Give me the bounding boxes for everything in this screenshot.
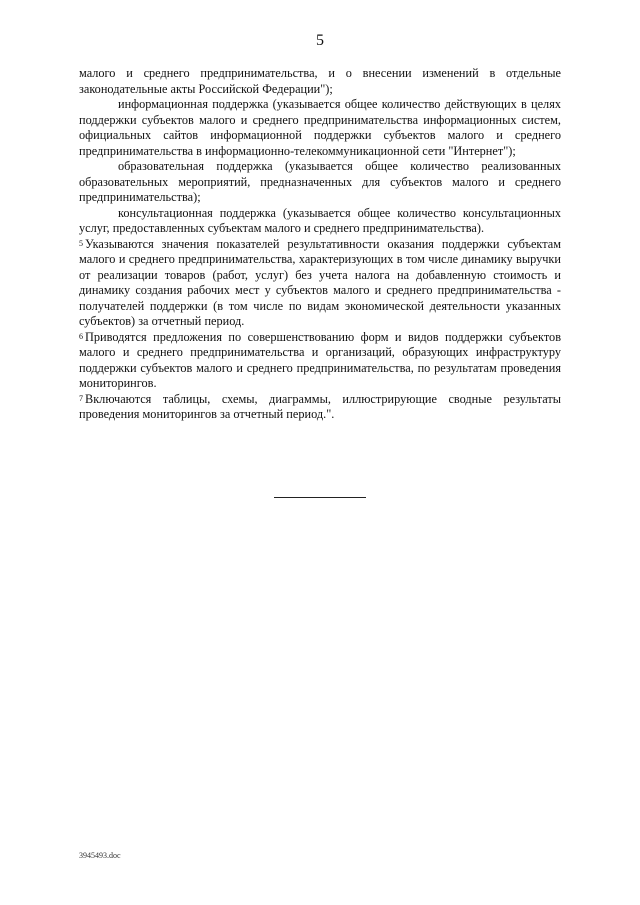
page-number: 5	[316, 32, 324, 49]
document-body	[79, 66, 561, 423]
footnote-text: Включаются таблицы, схемы, диаграммы, иллюстрирующие сводные результаты проведения мониторингов за отчетный период.".	[79, 391, 561, 421]
footnote-number: 5	[79, 238, 83, 248]
footnote-6	[79, 330, 561, 392]
document-file-code: 3945493.doc	[79, 851, 121, 860]
paragraph-consulting-support: консультационная поддержка (указывается общее количество консультационных услуг, предоставленных субъектам малого и среднего предпринимательства).	[79, 205, 561, 235]
paragraph-educational-support: образовательная поддержка (указывается общее количество реализованных образовательных мероприятий, предназначенных для субъектов малого и среднего предпринимательства);	[79, 159, 561, 204]
footnote-text: Указываются значения показателей результативности оказания поддержки субъектам малого и среднего предпринимательства, характеризующих в том числе динамику выручки от реализации товаров (работ, услуг) без учета налога на добавленную стоимость и динамику создания рабочих мест у субъектов малого и среднего предпринимательства - получателей поддержки (в том числе по видам экономической деятельности указанных субъектов) за отчетный период.	[79, 236, 561, 328]
footnote-number: 6	[79, 331, 83, 341]
footnote-text: Приводятся предложения по совершенствованию форм и видов поддержки субъектов малого и среднего предпринимательства и организаций, образующих инфраструктуру поддержки субъектов малого и среднего предпринимательства, по результатам проведения мониторингов.	[79, 329, 561, 390]
paragraph-continuation: малого и среднего предпринимательства, и о внесении изменений в отдельные законодательные акты Российской Федерации");	[79, 66, 561, 96]
footnote-7	[79, 392, 561, 423]
footnote-number: 7	[79, 393, 83, 403]
end-divider-line	[274, 497, 366, 498]
footnote-5	[79, 237, 561, 330]
paragraph-information-support: информационная поддержка (указывается общее количество действующих в целях поддержки субъектов малого и среднего предпринимательства информационных систем, официальных сайтов информационной поддержки субъектов малого и среднего предпринимательства в информационно-телекоммуникационной сети "Интернет");	[79, 97, 561, 158]
